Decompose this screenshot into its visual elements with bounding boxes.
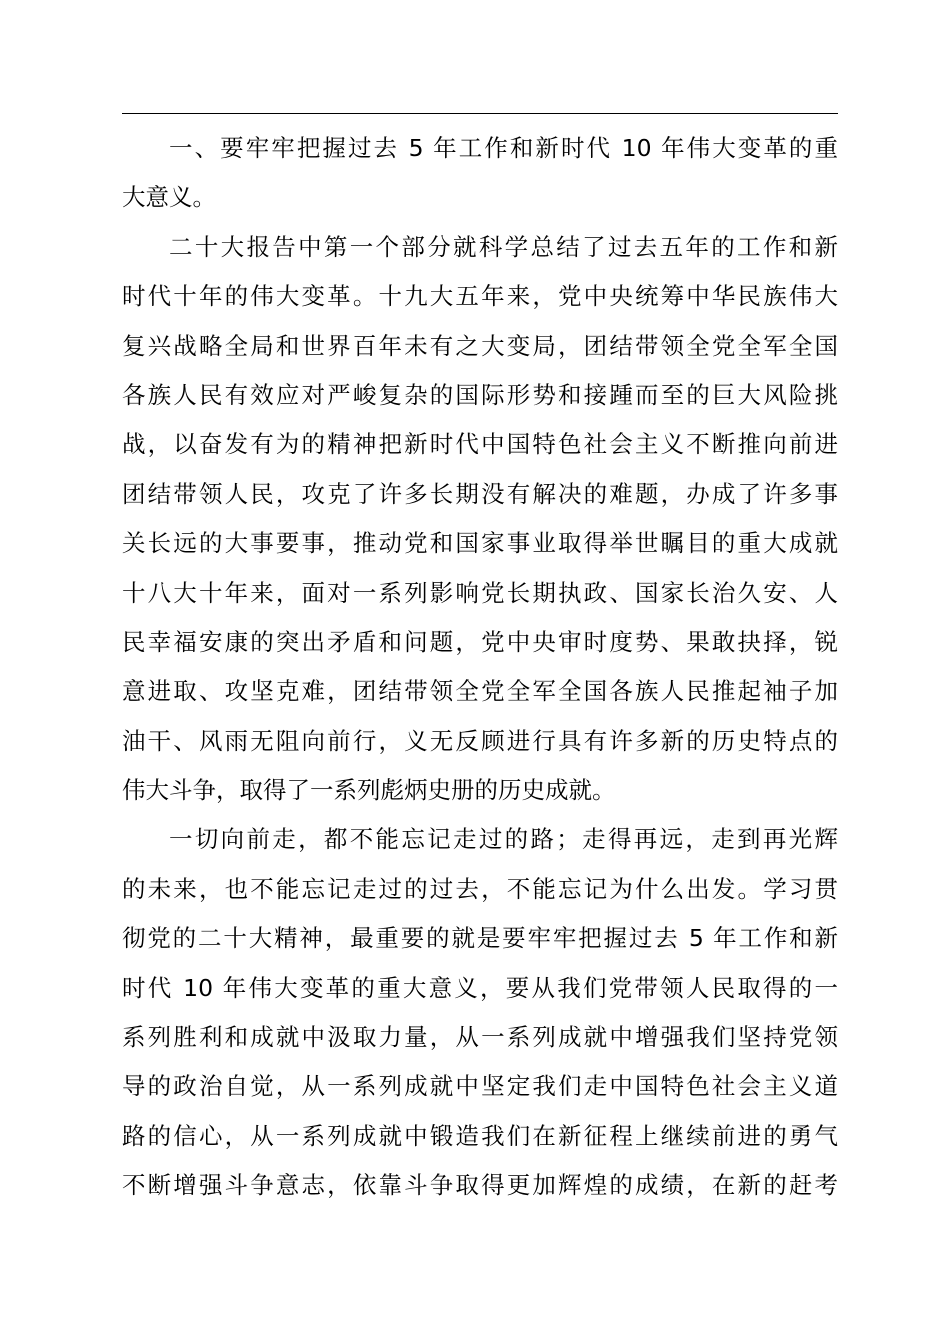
header-rule: [122, 113, 838, 114]
text-line: 大意义。: [122, 183, 216, 212]
text-line: 十八大十年来，面对一系列影响党长期执政、国家长治久安、人: [122, 578, 838, 607]
text-line: 导的政治自觉，从一系列成就中坚定我们走中国特色社会主义道: [122, 1072, 838, 1101]
text-line: 意进取、攻坚克难，团结带领全党全军全国各族人民推起袖子加: [122, 677, 838, 706]
text-line: 关长远的大事要事，推动党和国家事业取得举世瞩目的重大成就: [122, 529, 838, 558]
text-line: 民幸福安康的突出矛盾和问题，党中央审时度势、果敢抉择，锐: [122, 627, 838, 656]
text-line: 时代十年的伟大变革。十九大五年来，党中央统筹中华民族伟大: [122, 282, 838, 311]
text-line: 不断增强斗争意志，依靠斗争取得更加辉煌的成绩，在新的赶考: [122, 1171, 838, 1200]
text-line: 的未来，也不能忘记走过的过去，不能忘记为什么出发。学习贯: [122, 874, 838, 903]
paragraph-1: [122, 223, 838, 816]
text-line: 各族人民有效应对严峻复杂的国际形势和接踵而至的巨大风险挑: [122, 380, 838, 409]
text-line: 复兴战略全局和世界百年未有之大变局，团结带领全党全军全国: [122, 331, 838, 360]
text-line: 一、要牢牢把握过去 5 年工作和新时代 10 年伟大变革的重: [169, 134, 838, 162]
section-heading: [122, 124, 838, 223]
text-line: 彻党的二十大精神，最重要的就是要牢牢把握过去 5 年工作和新: [122, 924, 838, 953]
text-line: 一切向前走，都不能忘记走过的路；走得再远，走到再光辉: [169, 825, 838, 854]
text-line: 伟大斗争，取得了一系列彪炳史册的历史成就。: [122, 776, 616, 805]
text-line: 战，以奋发有为的精神把新时代中国特色社会主义不断推向前进: [122, 430, 838, 459]
text-line: 团结带领人民，攻克了许多长期没有解决的难题，办成了许多事: [122, 479, 838, 508]
text-line: 系列胜利和成就中汲取力量，从一系列成就中增强我们坚持党领: [122, 1023, 838, 1052]
text-line: 二十大报告中第一个部分就科学总结了过去五年的工作和新: [169, 232, 838, 261]
text-line: 时代 10 年伟大变革的重大意义，要从我们党带领人民取得的一: [122, 973, 838, 1002]
document-body: [122, 124, 838, 1211]
paragraph-2: [122, 815, 838, 1210]
text-line: 油干、风雨无阻向前行，义无反顾进行具有许多新的历史特点的: [122, 726, 838, 755]
text-line: 路的信心，从一系列成就中锻造我们在新征程上继续前进的勇气: [122, 1121, 838, 1150]
